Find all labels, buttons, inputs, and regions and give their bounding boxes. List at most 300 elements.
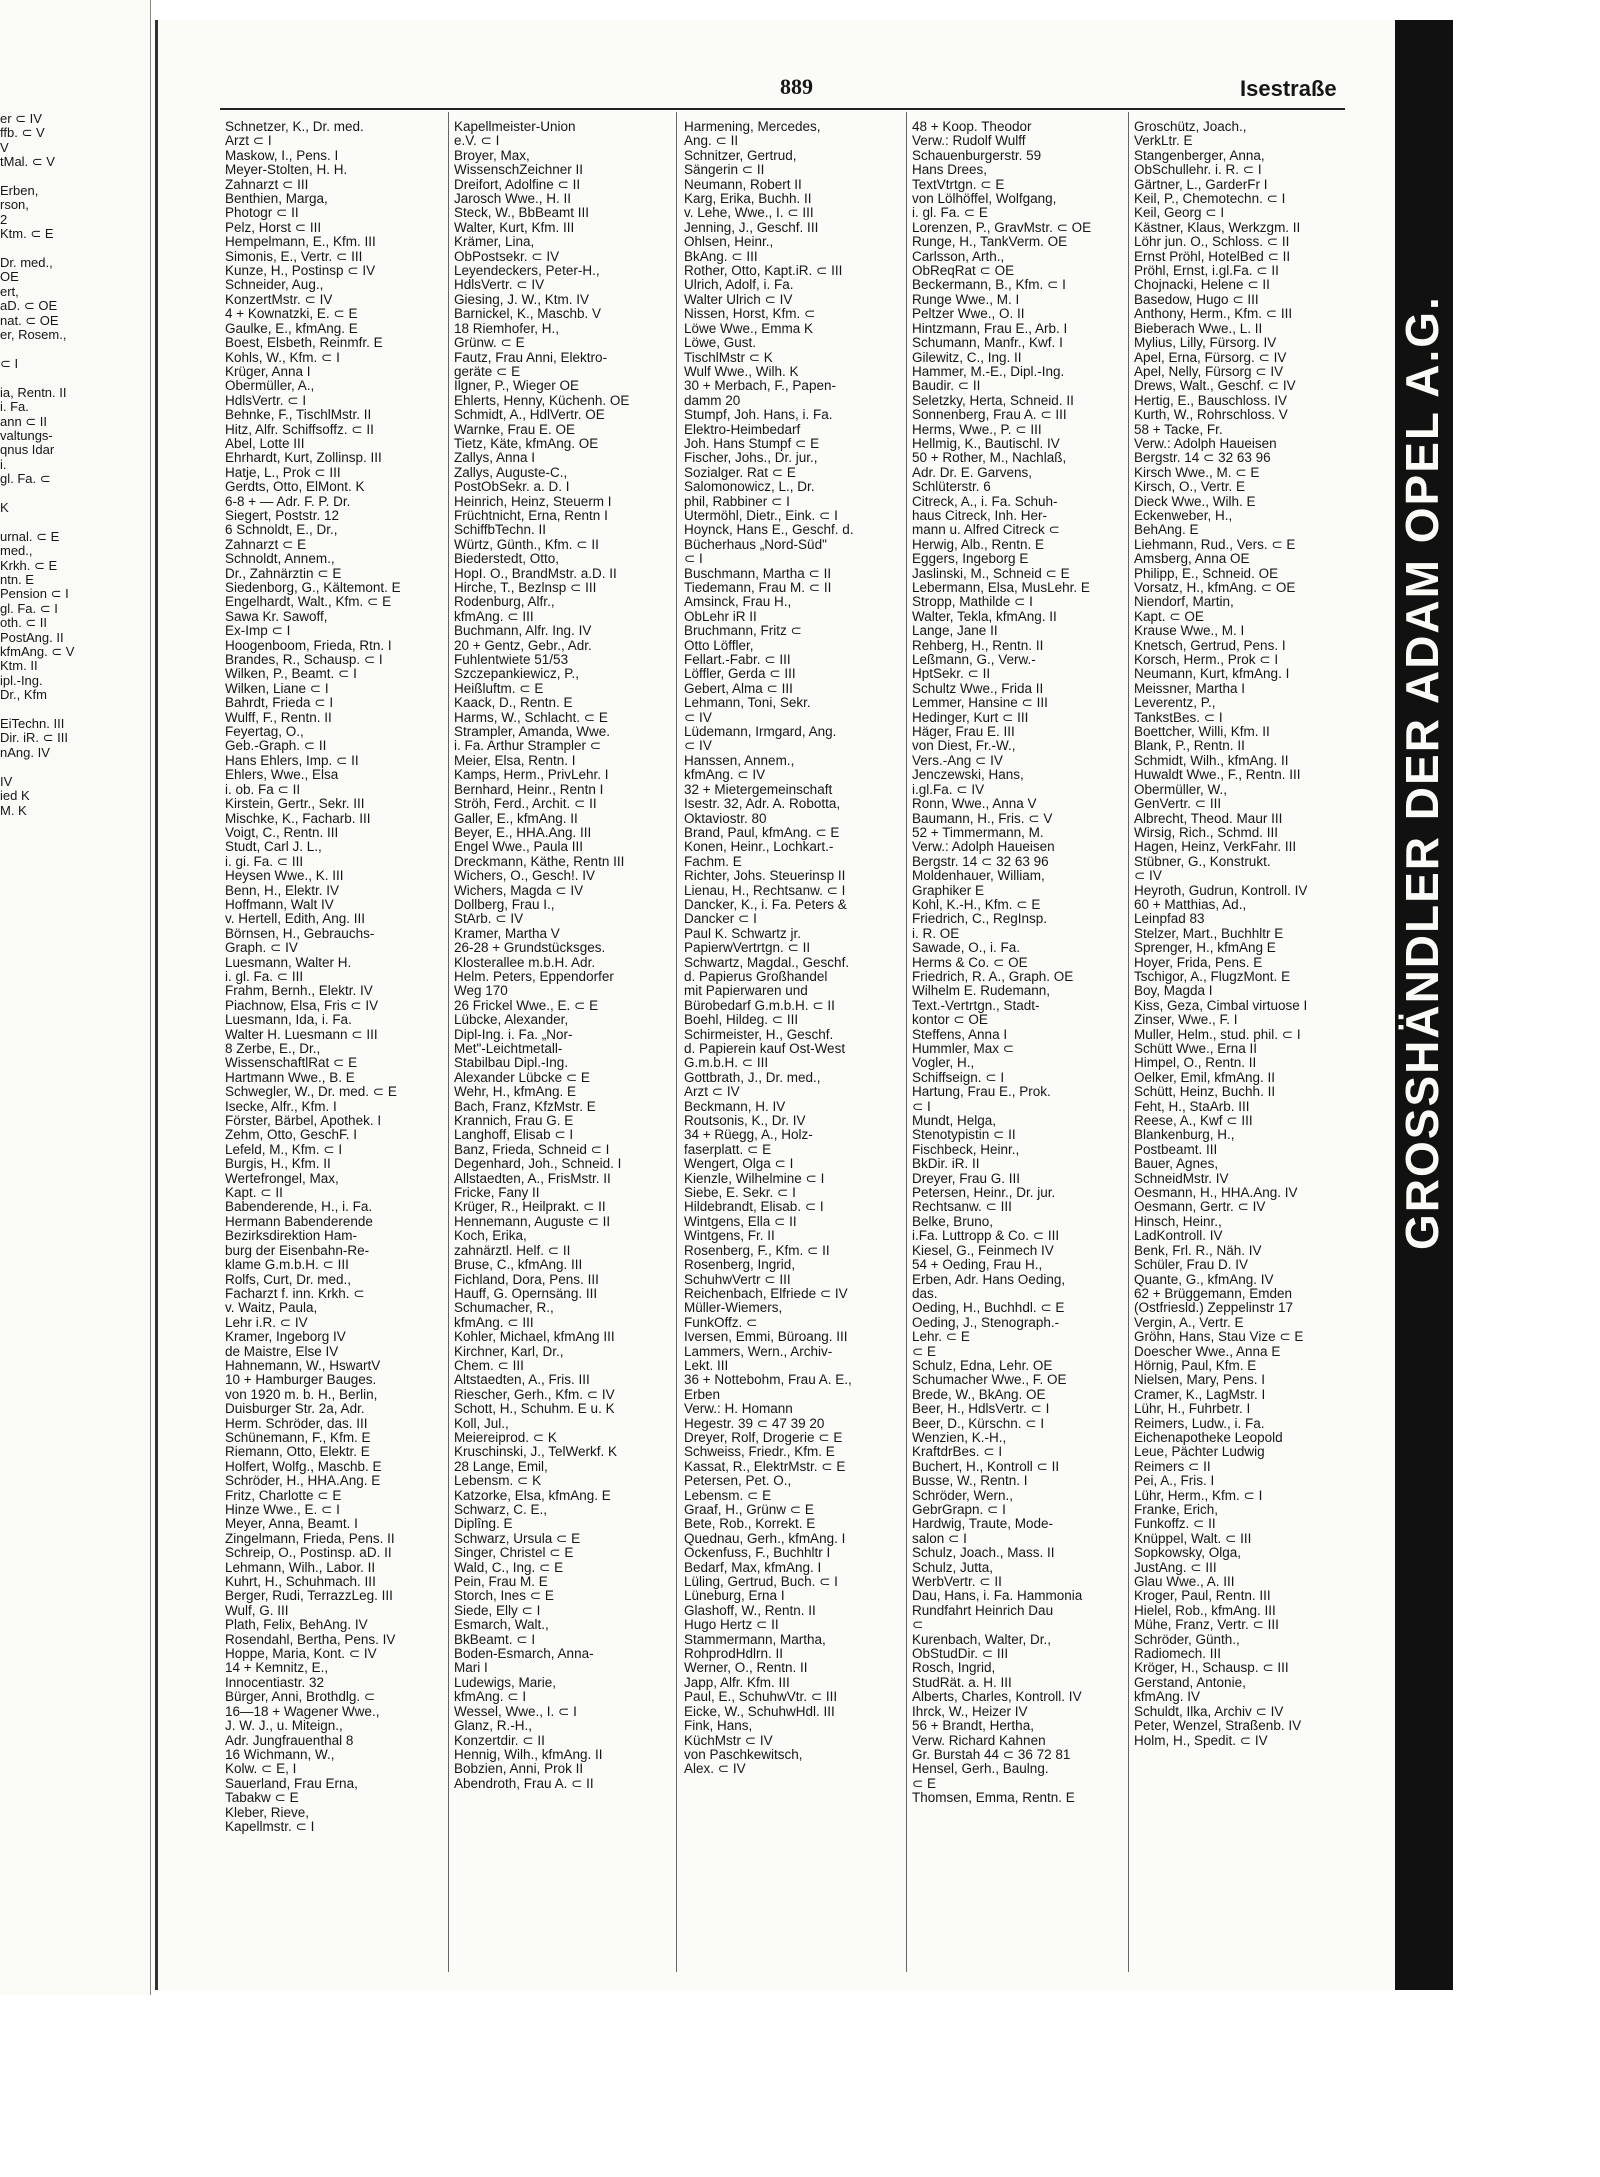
left-page-fragment	[0, 112, 145, 1972]
left-fragment-line	[0, 343, 145, 357]
directory-entry: Voigt, C., Rentn. III	[225, 824, 339, 840]
directory-entry: Walter H. Luesmann ⊂ III	[225, 1026, 378, 1042]
directory-entry: Kruschinski, J., TelWerkf. K	[454, 1444, 618, 1460]
directory-entry: Strampler, Amanda, Wwe.	[454, 724, 611, 740]
left-fragment-line: V	[0, 139, 9, 155]
directory-entry: Utermöhl, Dietr., Eink. ⊂ I	[684, 507, 838, 523]
directory-entry: Apel, Nelly, Fürsorg ⊂ IV	[1134, 363, 1284, 379]
directory-entry: Klosterallee m.b.H. Adr.	[454, 954, 596, 970]
directory-entry: Philipp, E., Schneid. OE	[1134, 565, 1279, 581]
directory-entry: Kröger, H., Schausp. ⊂ III	[1134, 1660, 1289, 1676]
directory-entry: Muller, Helm., stud. phil. ⊂ I	[1134, 1026, 1301, 1042]
directory-entry: 14 + Kemnitz, E.,	[225, 1660, 329, 1676]
directory-entry: SchuhwVertr ⊂ III	[684, 1271, 791, 1287]
directory-entry: Abendroth, Frau A. ⊂ II	[454, 1775, 594, 1791]
directory-entry: Barnickel, K., Maschb. V	[454, 306, 602, 322]
directory-entry: Lefeld, M., Kfm. ⊂ I	[225, 1141, 343, 1157]
directory-entry: StudRät. a. H. III	[912, 1674, 1012, 1690]
directory-entry: Luesmann, Walter H.	[225, 954, 352, 970]
directory-entry: ObStudDir. ⊂ III	[912, 1646, 1009, 1662]
directory-entry: Wald, C., Ing. ⊂ E	[454, 1559, 564, 1575]
left-fragment-line: ⊂ I	[0, 355, 19, 371]
directory-entry: Gerstand, Antonie,	[1134, 1674, 1246, 1690]
directory-entry: Altstaedten, A., Fris. III	[454, 1372, 590, 1388]
directory-entry: Ilgner, P., Wieger OE	[454, 378, 580, 394]
directory-entry: Schwarz, C. E.,	[454, 1502, 548, 1517]
left-fragment-line: er ⊂ IV	[0, 112, 42, 126]
directory-entry: Stabilbau Dipl.-Ing.	[454, 1055, 569, 1071]
directory-entry: Kiss, Geza, Cimbal virtuose I	[1134, 997, 1308, 1013]
directory-entry: Fink, Hans,	[684, 1718, 753, 1734]
directory-entry: Wengert, Olga ⊂ I	[684, 1156, 794, 1172]
directory-entry: Quednau, Gerh., kfmAng. I	[684, 1530, 846, 1546]
directory-entry: Dau, Hans, i. Fa. Hammonia	[912, 1588, 1083, 1604]
left-fragment-line: ied K	[0, 788, 30, 804]
column-divider	[1128, 112, 1129, 1972]
directory-entry: Eichenapotheke Leopold	[1134, 1429, 1283, 1445]
directory-entry: Kleber, Rieve,	[225, 1804, 310, 1820]
left-fragment-line: ann ⊂ II	[0, 413, 48, 429]
directory-entry: Oesmann, H., HHA.Ang. IV	[1134, 1185, 1298, 1201]
left-fragment-line: er, Rosem.,	[0, 327, 67, 343]
directory-entry: Sängerin ⊂ II	[684, 162, 765, 178]
directory-entry: Pröhl, Ernst, i.gl.Fa. ⊂ II	[1134, 263, 1279, 279]
directory-entry: von 1920 m. b. H., Berlin,	[225, 1386, 378, 1402]
directory-entry: Meyer-Stolten, H. H.	[225, 162, 348, 178]
left-fragment-line: ffb. ⊂ V	[0, 125, 45, 141]
directory-entry: Alex. ⊂ IV	[684, 1761, 746, 1777]
directory-entry: Citreck, A., i. Fa. Schuh-	[912, 493, 1058, 509]
directory-entry: Broyer, Max,	[454, 147, 530, 163]
directory-entry: 4 + Kownatzki, E. ⊂ E	[225, 306, 358, 322]
directory-entry: Anthony, Herm., Kfm. ⊂ III	[1134, 306, 1293, 322]
directory-entry: Kuhrt, H., Schuhmach. III	[225, 1574, 376, 1590]
left-fragment-line: Krkh. ⊂ E	[0, 557, 58, 573]
directory-entry: Tietz, Käte, kfmAng. OE	[454, 435, 599, 451]
right-margin	[1453, 0, 1600, 2177]
directory-entry: Ehlers, Wwe., Elsa	[225, 767, 339, 783]
left-fragment-line: OE	[0, 269, 19, 285]
left-fragment-line: kfmAng. ⊂ V	[0, 644, 75, 660]
left-fragment-line: IV	[0, 773, 13, 789]
directory-entry: Lehr. ⊂ E	[912, 1329, 970, 1345]
directory-entry: v. Hertell, Edith, Ang. III	[225, 911, 366, 927]
directory-entry: GebrGrapn. ⊂ I	[912, 1502, 1006, 1517]
directory-entry: GenVertr. ⊂ III	[1134, 796, 1222, 812]
directory-entry: Schnitzer, Gertrud,	[684, 147, 797, 163]
directory-entry: Kohls, W., Kfm. ⊂ I	[225, 349, 340, 365]
directory-entry: Häger, Frau E. III	[912, 724, 1015, 740]
directory-entry: Benk, Frl. R., Näh. IV	[1134, 1242, 1262, 1258]
directory-entry: Sonnenberg, Frau A. ⊂ III	[912, 407, 1067, 423]
directory-entry: Sozialger. Rat ⊂ E	[684, 464, 796, 480]
directory-entry: ⊂	[912, 1617, 924, 1633]
directory-entry: Salomonowicz, L., Dr.	[684, 479, 815, 495]
directory-entry: Peltzer Wwe., O. II	[912, 306, 1025, 322]
directory-entry: salon ⊂ I	[912, 1530, 967, 1546]
directory-entry: Belke, Bruno,	[912, 1213, 994, 1229]
directory-entry: Löwe, Gust.	[684, 335, 757, 351]
directory-column-3	[684, 120, 894, 1990]
directory-entry: ⊂ IV	[1134, 868, 1162, 884]
directory-entry: Wintgens, Ella ⊂ II	[684, 1213, 797, 1229]
left-fragment-line: Dr. med.,	[0, 255, 53, 271]
directory-entry: SchneidMstr. IV	[1134, 1170, 1229, 1186]
directory-entry: ⊂ I	[912, 1098, 931, 1114]
directory-entry: Rosch, Ingrid,	[912, 1660, 996, 1676]
directory-entry: Lehmann, Wilh., Labor. II	[225, 1559, 376, 1575]
directory-entry: Kohl, K.-H., Kfm. ⊂ E	[912, 896, 1041, 912]
directory-entry: Petersen, Heinr., Dr. jur.	[912, 1185, 1056, 1201]
directory-entry: Szczepankiewicz, P.,	[454, 666, 580, 682]
directory-entry: Baumann, H., Fris. ⊂ V	[912, 810, 1053, 826]
directory-entry: Ex-Imp ⊂ I	[225, 623, 291, 639]
directory-entry: d. Papierus Großhandel	[684, 968, 828, 984]
directory-entry: Kamps, Herm., PrivLehr. I	[454, 767, 609, 783]
directory-entry: i. Fa. Arthur Strampler ⊂	[454, 738, 602, 754]
directory-entry: Beer, D., Kürschn. ⊂ I	[912, 1415, 1045, 1431]
directory-entry: damm 20	[684, 392, 741, 408]
directory-entry: Rosenberg, Ingrid,	[684, 1257, 796, 1273]
directory-entry: Ströh, Ferd., Archit. ⊂ II	[454, 796, 597, 812]
directory-entry: Hummler, Max ⊂	[912, 1041, 1015, 1056]
directory-entry: Karg, Erika, Buchh. II	[684, 191, 812, 207]
left-fragment-line: Ktm. ⊂ E	[0, 226, 54, 242]
directory-entry: FunkOffz. ⊂	[684, 1314, 758, 1330]
directory-entry: Krämer, Lina,	[454, 234, 535, 250]
directory-entry: Rosendahl, Bertha, Pens. IV	[225, 1631, 396, 1647]
directory-entry: v. Waitz, Paula,	[225, 1300, 318, 1316]
directory-entry: Reimers, Ludw., i. Fa.	[1134, 1415, 1265, 1431]
directory-entry: Herwig, Alb., Rentn. E	[912, 536, 1045, 552]
directory-entry: Lühr, H., Fuhrbetr. I	[1134, 1401, 1251, 1417]
directory-entry: Krüger, R., Heilprakt. ⊂ II	[454, 1199, 606, 1215]
directory-entry: Gottbrath, J., Dr. med.,	[684, 1069, 821, 1085]
directory-entry: Verw.: Adolph Haueisen	[1134, 435, 1277, 451]
directory-entry: Bürobedarf G.m.b.H. ⊂ II	[684, 997, 835, 1013]
directory-entry: Fischer, Johs., Dr. jur.,	[684, 450, 818, 466]
directory-entry: Vogler, H.,	[912, 1055, 975, 1071]
directory-entry: 18 Riemhofer, H.,	[454, 320, 560, 336]
directory-entry: Fischbeck, Heinr.,	[912, 1141, 1020, 1157]
directory-entry: Lebermann, Elsa, MusLehr. E	[912, 580, 1090, 595]
directory-entry: Hans Ehlers, Imp. ⊂ II	[225, 752, 359, 768]
directory-entry: Mundt, Helga,	[912, 1113, 997, 1129]
directory-entry: Neumann, Kurt, kfmAng. I	[1134, 666, 1290, 682]
directory-entry: ObSchullehr. i. R. ⊂ I	[1134, 162, 1262, 178]
directory-entry: i. gi. Fa. ⊂ III	[225, 853, 304, 869]
directory-entry: Dr., Zahnärztin ⊂ E	[225, 565, 342, 581]
directory-entry: Abel, Lotte III	[225, 435, 305, 451]
directory-entry: Fricke, Fany II	[454, 1185, 540, 1201]
directory-entry: ⊂ E	[912, 1343, 937, 1359]
directory-entry: Lammers, Wern., Archiv-	[684, 1343, 833, 1359]
directory-entry: TextVtrtgn. ⊂ E	[912, 176, 1005, 192]
directory-column-1	[225, 120, 435, 1990]
directory-entry: geräte ⊂ E	[454, 363, 521, 379]
directory-entry: Amsinck, Frau H.,	[684, 594, 792, 610]
directory-entry: BehAng. E	[1134, 522, 1199, 538]
directory-entry: Schulz, Edna, Lehr. OE	[912, 1357, 1053, 1373]
directory-entry: Heyroth, Gudrun, Kontroll. IV	[1134, 882, 1308, 898]
directory-entry: Heinrich, Heinz, Steuerm I	[454, 493, 612, 509]
directory-entry: Postbeamt. III	[1134, 1141, 1218, 1157]
directory-entry: Hoogenboom, Frieda, Rtn. I	[225, 637, 392, 653]
directory-entry: Duisburger Str. 2a, Adr.	[225, 1401, 365, 1417]
directory-entry: Boy, Magda I	[1134, 983, 1213, 999]
directory-entry: Benn, H., Elektr. IV	[225, 882, 340, 898]
directory-entry: Thomsen, Emma, Rentn. E	[912, 1790, 1075, 1806]
directory-entry: Keil, Georg ⊂ I	[1134, 205, 1225, 221]
directory-entry: PapierwVertrtgn. ⊂ II	[684, 940, 811, 956]
directory-entry: Chem. ⊂ III	[454, 1357, 524, 1373]
directory-entry: Schnetzer, K., Dr. med.	[225, 120, 364, 134]
directory-entry: Hatje, L., Prok ⊂ III	[225, 464, 341, 480]
directory-entry: Katzorke, Elsa, kfmAng. E	[454, 1487, 611, 1503]
directory-entry: Diplîng. E	[454, 1516, 513, 1532]
directory-entry: Herms, Wwe., P. ⊂ III	[912, 421, 1042, 437]
directory-entry: Glau Wwe., A. III	[1134, 1574, 1235, 1590]
left-fragment-line: oth. ⊂ II	[0, 615, 48, 631]
directory-entry: Fuhlentwiete 51/53	[454, 652, 569, 668]
directory-entry: burg der Eisenbahn-Re-	[225, 1242, 370, 1258]
directory-entry: Wichers, Magda ⊂ IV	[454, 882, 584, 898]
directory-entry: Zahnarzt ⊂ III	[225, 176, 309, 192]
directory-entry: Nielsen, Mary, Pens. I	[1134, 1372, 1266, 1388]
directory-entry: Schreip, O., Postinsp. aD. II	[225, 1545, 392, 1561]
column-divider	[906, 112, 907, 1972]
directory-entry: Esmarch, Walt.,	[454, 1617, 549, 1633]
directory-entry: Walter, Tekla, kfmAng. II	[912, 608, 1057, 624]
directory-entry: phil, Rabbiner ⊂ I	[684, 493, 790, 509]
directory-entry: Joh. Hans Stumpf ⊂ E	[684, 435, 820, 451]
directory-entry: Gilewitz, C., Ing. II	[912, 349, 1022, 365]
directory-entry: Wenzien, K.-H.,	[912, 1429, 1007, 1445]
directory-entry: Ockenfuss, F., Buchhltr I	[684, 1545, 831, 1561]
column-divider	[676, 112, 677, 1972]
directory-entry: Ernst Pröhl, HotelBed ⊂ II	[1134, 248, 1291, 264]
directory-entry: Walter, Kurt, Kfm. III	[454, 219, 575, 235]
directory-entry: JustAng. ⊂ III	[1134, 1559, 1217, 1575]
directory-entry: Hermann Babenderende	[225, 1213, 373, 1229]
directory-entry: Lüdemann, Irmgard, Ang.	[684, 724, 837, 740]
directory-entry: Hartung, Frau E., Prok.	[912, 1084, 1051, 1100]
directory-entry: Meyer, Anna, Beamt. I	[225, 1516, 358, 1532]
left-fragment-line: nAng. IV	[0, 744, 50, 760]
directory-entry: Buchert, H., Kontroll ⊂ II	[912, 1458, 1060, 1474]
directory-entry: Reichenbach, Elfriede ⊂ IV	[684, 1285, 848, 1301]
directory-entry: Leinpfad 83	[1134, 911, 1205, 927]
directory-entry: v. Lehe, Wwe., I. ⊂ III	[684, 205, 814, 221]
left-fragment-line	[0, 515, 145, 529]
directory-entry: Siegert, Poststr. 12	[225, 507, 340, 523]
directory-entry: Ronn, Wwe., Anna V	[912, 796, 1037, 812]
directory-entry: TankstBes. ⊂ I	[1134, 709, 1223, 725]
directory-entry: Alberts, Charles, Kontroll. IV	[912, 1689, 1082, 1705]
directory-entry: e.V. ⊂ I	[454, 133, 500, 149]
directory-entry: Kramer, Ingeborg IV	[225, 1329, 346, 1345]
directory-entry: Schütt, Heinz, Buchh. II	[1134, 1084, 1276, 1100]
directory-entry: Lehmann, Toni, Sekr.	[684, 695, 811, 711]
directory-entry: Bruse, C., kfmAng. III	[454, 1257, 583, 1273]
directory-entry: Gebert, Alma ⊂ III	[684, 680, 793, 696]
directory-entry: Giesing, J. W., Ktm. IV	[454, 291, 590, 307]
directory-entry: LadKontroll. IV	[1134, 1228, 1223, 1244]
directory-entry: Oktaviostr. 80	[684, 810, 767, 826]
directory-entry: Hennemann, Auguste ⊂ II	[454, 1213, 611, 1229]
directory-entry: Löwe Wwe., Emma K	[684, 320, 814, 336]
directory-entry: Stumpf, Joh. Hans, i. Fa.	[684, 407, 833, 423]
directory-entry: Ehlerts, Henny, Küchenh. OE	[454, 392, 630, 408]
directory-entry: Hans Drees,	[912, 162, 988, 178]
directory-entry: VerkLtr. E	[1134, 133, 1193, 149]
directory-entry: Busse, W., Rentn. I	[912, 1473, 1028, 1489]
directory-entry: Lebensm. ⊂ K	[454, 1473, 542, 1489]
directory-entry: Burgis, H., Kfm. II	[225, 1156, 331, 1172]
directory-entry: Fritz, Charlotte ⊂ E	[225, 1487, 342, 1503]
directory-entry: Lange, Jane II	[912, 623, 998, 639]
directory-entry: kfmAng. ⊂ I	[454, 1689, 527, 1705]
directory-entry: Schünemann, F., Kfm. E	[225, 1429, 371, 1445]
directory-entry: ⊂ I	[684, 551, 703, 567]
directory-entry: Oesmann, Gertr. ⊂ IV	[1134, 1199, 1266, 1215]
directory-entry: Kirstein, Gertr., Sekr. III	[225, 796, 365, 812]
directory-entry: Würtz, Günth., Kfm. ⊂ II	[454, 536, 599, 552]
directory-entry: Bauer, Agnes,	[1134, 1156, 1219, 1172]
directory-entry: HopI. O., BrandMstr. a.D. II	[454, 565, 617, 581]
directory-entry: Bach, Franz, KfzMstr. E	[454, 1098, 596, 1114]
directory-entry: Hintzmann, Frau E., Arb. I	[912, 320, 1068, 336]
directory-entry: Paul, E., SchuhwVtr. ⊂ III	[684, 1689, 838, 1705]
directory-entry: Bedarf, Max, kfmAng. I	[684, 1559, 822, 1575]
directory-entry: Rehberg, H., Rentn. II	[912, 637, 1044, 653]
directory-entry: Wulf Wwe., Wilh. K	[684, 363, 799, 379]
directory-entry: Kapellmstr. ⊂ I	[225, 1818, 315, 1834]
directory-entry: Bezirksdirektion Ham-	[225, 1228, 358, 1244]
directory-entry: 8 Zerbe, E., Dr.,	[225, 1041, 321, 1056]
directory-entry: kfmAng. ⊂ III	[454, 1314, 534, 1330]
directory-entry: ObPostsekr. ⊂ IV	[454, 248, 560, 264]
directory-entry: Schweiss, Friedr., Kfm. E	[684, 1444, 835, 1460]
directory-entry: haus Citreck, Inh. Her-	[912, 507, 1048, 523]
directory-entry: Gr. Burstah 44 ⊂ 36 72 81	[912, 1746, 1071, 1762]
directory-entry: Pein, Frau M. E	[454, 1574, 548, 1590]
directory-entry: Wichers, O., Gesch!. IV	[454, 868, 596, 884]
directory-entry: kontor ⊂ OE	[912, 1012, 988, 1028]
left-fragment-line	[0, 242, 145, 256]
directory-entry: kfmAng. IV	[1134, 1689, 1201, 1705]
directory-entry: Schlüterstr. 6	[912, 479, 991, 495]
directory-entry: i. ob. Fa ⊂ II	[225, 781, 301, 797]
directory-entry: StArb. ⊂ IV	[454, 911, 524, 927]
directory-entry: Graphiker E	[912, 882, 985, 898]
directory-column-4	[912, 120, 1122, 1990]
directory-entry: Kohler, Michael, kfmAng III	[454, 1329, 615, 1345]
left-fragment-line	[0, 703, 145, 717]
directory-entry: Text.-Vertrtgn., Stadt-	[912, 997, 1040, 1013]
left-fragment-line: qnus Idar	[0, 442, 55, 458]
directory-entry: Zallys, Auguste-C.,	[454, 464, 568, 480]
directory-entry: Beyer, E., HHA.Ang. III	[454, 824, 592, 840]
directory-entry: Kolw. ⊂ E, I	[225, 1761, 297, 1777]
directory-entry: Beer, H., HdlsVertr. ⊂ I	[912, 1401, 1050, 1417]
directory-entry: Verw.: H. Homann	[684, 1401, 793, 1417]
directory-entry: Lüneburg, Erna I	[684, 1588, 785, 1604]
directory-entry: Basedow, Hugo ⊂ III	[1134, 291, 1259, 307]
directory-entry: Adr. Dr. E. Garvens,	[912, 464, 1033, 480]
directory-entry: Ohlsen, Heinr.,	[684, 234, 774, 250]
directory-entry: Blankenburg, H.,	[1134, 1127, 1235, 1143]
directory-entry: Schröder, Wern.,	[912, 1487, 1014, 1503]
directory-entry: Baudir. ⊂ II	[912, 378, 981, 394]
directory-entry: Lühr, Herm., Kfm. ⊂ I	[1134, 1487, 1263, 1503]
directory-entry: Albrecht, Theod. Maur III	[1134, 810, 1283, 826]
directory-entry: Benthien, Marga,	[225, 191, 328, 207]
directory-entry: Löffler, Gerda ⊂ III	[684, 666, 796, 682]
directory-entry: Erben	[684, 1386, 721, 1402]
directory-entry: Runge Wwe., M. I	[912, 291, 1020, 307]
directory-entry: Apel, Erna, Fürsorg. ⊂ IV	[1134, 349, 1287, 365]
directory-entry: Oeding, H., Buchhdl. ⊂ E	[912, 1300, 1065, 1316]
directory-entry: Neumann, Robert II	[684, 176, 802, 192]
directory-entry: Schiffseign. ⊂ I	[912, 1069, 1005, 1085]
directory-entry: Isestr. 32, Adr. A. Robotta,	[684, 796, 841, 812]
directory-entry: Leue, Pächter Ludwig	[1134, 1444, 1265, 1460]
directory-entry: J. W. J., u. Miteign.,	[225, 1718, 343, 1734]
directory-entry: Schnoldt, Annem.,	[225, 551, 335, 567]
directory-entry: von Paschkewitsch,	[684, 1746, 803, 1762]
directory-entry: Walter Ulrich ⊂ IV	[684, 291, 793, 307]
directory-entry: Cramer, K., LagMstr. I	[1134, 1386, 1266, 1402]
directory-entry: Schmidt, A., HdlVertr. OE	[454, 407, 605, 423]
directory-entry: Werner, O., Rentn. II	[684, 1660, 808, 1676]
directory-entry: Leyendeckers, Peter-H.,	[454, 263, 600, 279]
directory-entry: Verw.: Rudolf Wulff	[912, 133, 1026, 149]
left-fragment-line: i. Fa.	[0, 399, 29, 415]
directory-entry: Siebe, E. Sekr. ⊂ I	[684, 1185, 796, 1201]
directory-entry: 28 Lange, Emil,	[454, 1458, 548, 1474]
directory-entry: Heysen Wwe., K. III	[225, 868, 344, 884]
directory-entry: Jenning, J., Geschf. III	[684, 219, 819, 235]
directory-entry: Krannich, Frau G. E	[454, 1113, 574, 1129]
directory-entry: Erben, Adr. Hans Oeding,	[912, 1271, 1066, 1287]
directory-entry: Hinze Wwe., E. ⊂ I	[225, 1502, 340, 1517]
directory-entry: Wilhelm E. Rudemann,	[912, 983, 1051, 999]
directory-entry: Wintgens, Fr. II	[684, 1228, 775, 1244]
directory-entry: Sauerland, Frau Erna,	[225, 1775, 358, 1791]
directory-entry: Routsonis, K., Dr. IV	[684, 1113, 806, 1129]
directory-entry: Wirsig, Rich., Schmd. III	[1134, 824, 1279, 840]
directory-entry: Otto Löffler,	[684, 637, 754, 653]
directory-entry: faserplatt. ⊂ E	[684, 1141, 772, 1157]
directory-entry: Weg 170	[454, 983, 508, 999]
directory-entry: Franke, Erich,	[1134, 1502, 1219, 1517]
directory-entry: ObReqRat ⊂ OE	[912, 263, 1015, 279]
directory-entry: Schultz Wwe., Frida II	[912, 680, 1044, 696]
directory-entry: Hauff, G. Opernsäng. III	[454, 1285, 598, 1301]
directory-entry: Doescher Wwe., Anna E	[1134, 1343, 1281, 1359]
directory-entry: Arzt ⊂ IV	[684, 1084, 740, 1100]
directory-entry: Kunze, H., Postinsp ⊂ IV	[225, 263, 376, 279]
directory-entry: Glanz, R.-H.,	[454, 1718, 533, 1734]
directory-entry: Groschütz, Joach.,	[1134, 120, 1247, 134]
directory-entry: Leßmann, G., Verw.-	[912, 652, 1036, 668]
directory-entry: KraftdrBes. ⊂ I	[912, 1444, 1003, 1460]
directory-entry: Zinser, Wwe., F. I	[1134, 1012, 1238, 1028]
directory-entry: Funkoffz. ⊂ II	[1134, 1516, 1216, 1532]
directory-entry: Hoffmann, Walt IV	[225, 896, 334, 912]
directory-entry: Boest, Elsbeth, Reinmfr. E	[225, 335, 383, 351]
